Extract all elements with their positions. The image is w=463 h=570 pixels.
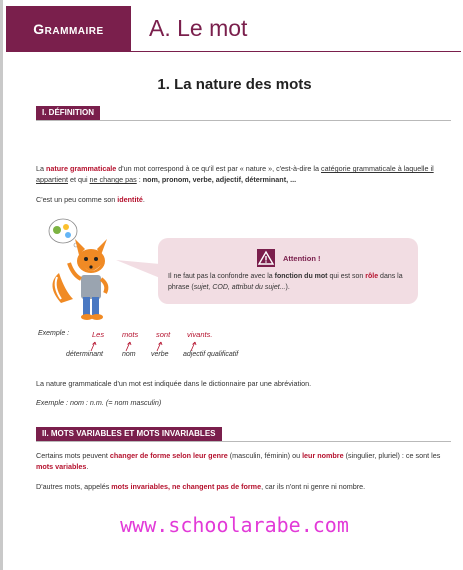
definition-paragraph [36,163,451,185]
example-category: déterminant [66,351,103,358]
text: qui est son [327,273,366,280]
dictionary-note: La nature grammaticale d'un mot est indiquée dans le dictionnaire par une abréviation. [36,379,312,388]
subject-tag: Grammaire [6,6,131,52]
section-heading-variables: II. MOTS VARIABLES ET MOTS INVARIABLES [36,427,222,441]
example-word: Les [92,330,105,339]
invariable-words-paragraph [36,481,451,492]
text: d'un mot correspond à ce qu'il est par « nature », c'est-à-dire la [116,164,321,173]
callout-pointer [116,258,160,282]
text: et qui [67,175,90,184]
example-word: vivants. [187,330,213,339]
warning-icon [257,249,275,267]
identity-sentence [36,194,451,205]
term-role: rôle [365,273,379,280]
underlined-text: ne change pas [89,175,137,184]
text: (singulier, pluriel) : ce sont les [343,451,441,460]
text: . [86,462,89,471]
category-list: nom, pronom, verbe, adjectif, déterminant, ... [142,175,297,184]
text: (masculin, féminin) ou [227,451,303,460]
highlight-text: leur nombre [302,451,344,460]
term-identite: identité [117,195,143,204]
example-word: sont [156,330,171,339]
example-category: nom [122,351,136,358]
text: Certains mots peuvent [36,451,110,460]
chapter-title: A. Le mot [149,15,248,41]
term-fonction-du-mot: fonction du mot [274,273,328,280]
page-title: 1. La nature des mots [157,76,312,93]
text: Il ne faut pas la confondre avec la [168,273,275,280]
text: . [142,195,145,204]
text: D'autres mots, appelés [36,482,112,491]
variable-words-paragraph [36,450,451,472]
term-nature-grammaticale: nature grammaticale [46,164,117,173]
example-category: adjectif qualificatif [183,351,239,358]
highlight-text: changer de forme selon leur genre [109,451,228,460]
fox-mascot-illustration [43,215,123,323]
text: dans la phrase ( [168,273,403,291]
attention-text [168,271,414,293]
underlined-text: catégorie grammaticale à laquelle il appartient [36,164,434,184]
section-divider [36,120,451,121]
chapter-header [6,6,461,52]
text: La [36,164,46,173]
term-mots-invariables: mots invariables, ne changent pas de forme [111,482,262,491]
example-label: Exemple : [38,330,70,337]
watermark-url: www.schoolarabe.com [120,513,349,537]
section-divider [36,441,451,442]
text: : [136,175,143,184]
example-word: mots [122,330,139,339]
dictionary-example: Exemple : nom : n.m. (= nom masculin) [36,398,162,407]
text: ). [285,284,290,291]
example-category: verbe [151,351,169,358]
term-mots-variables: mots variables [36,462,87,471]
text: C'est un peu comme son [36,195,118,204]
function-examples: sujet, COD, attribut du sujet... [193,284,286,291]
attention-label: Attention ! [283,254,321,263]
section-heading-definition: I. DÉFINITION [36,106,100,120]
text: , car ils n'ont ni genre ni nombre. [261,482,366,491]
